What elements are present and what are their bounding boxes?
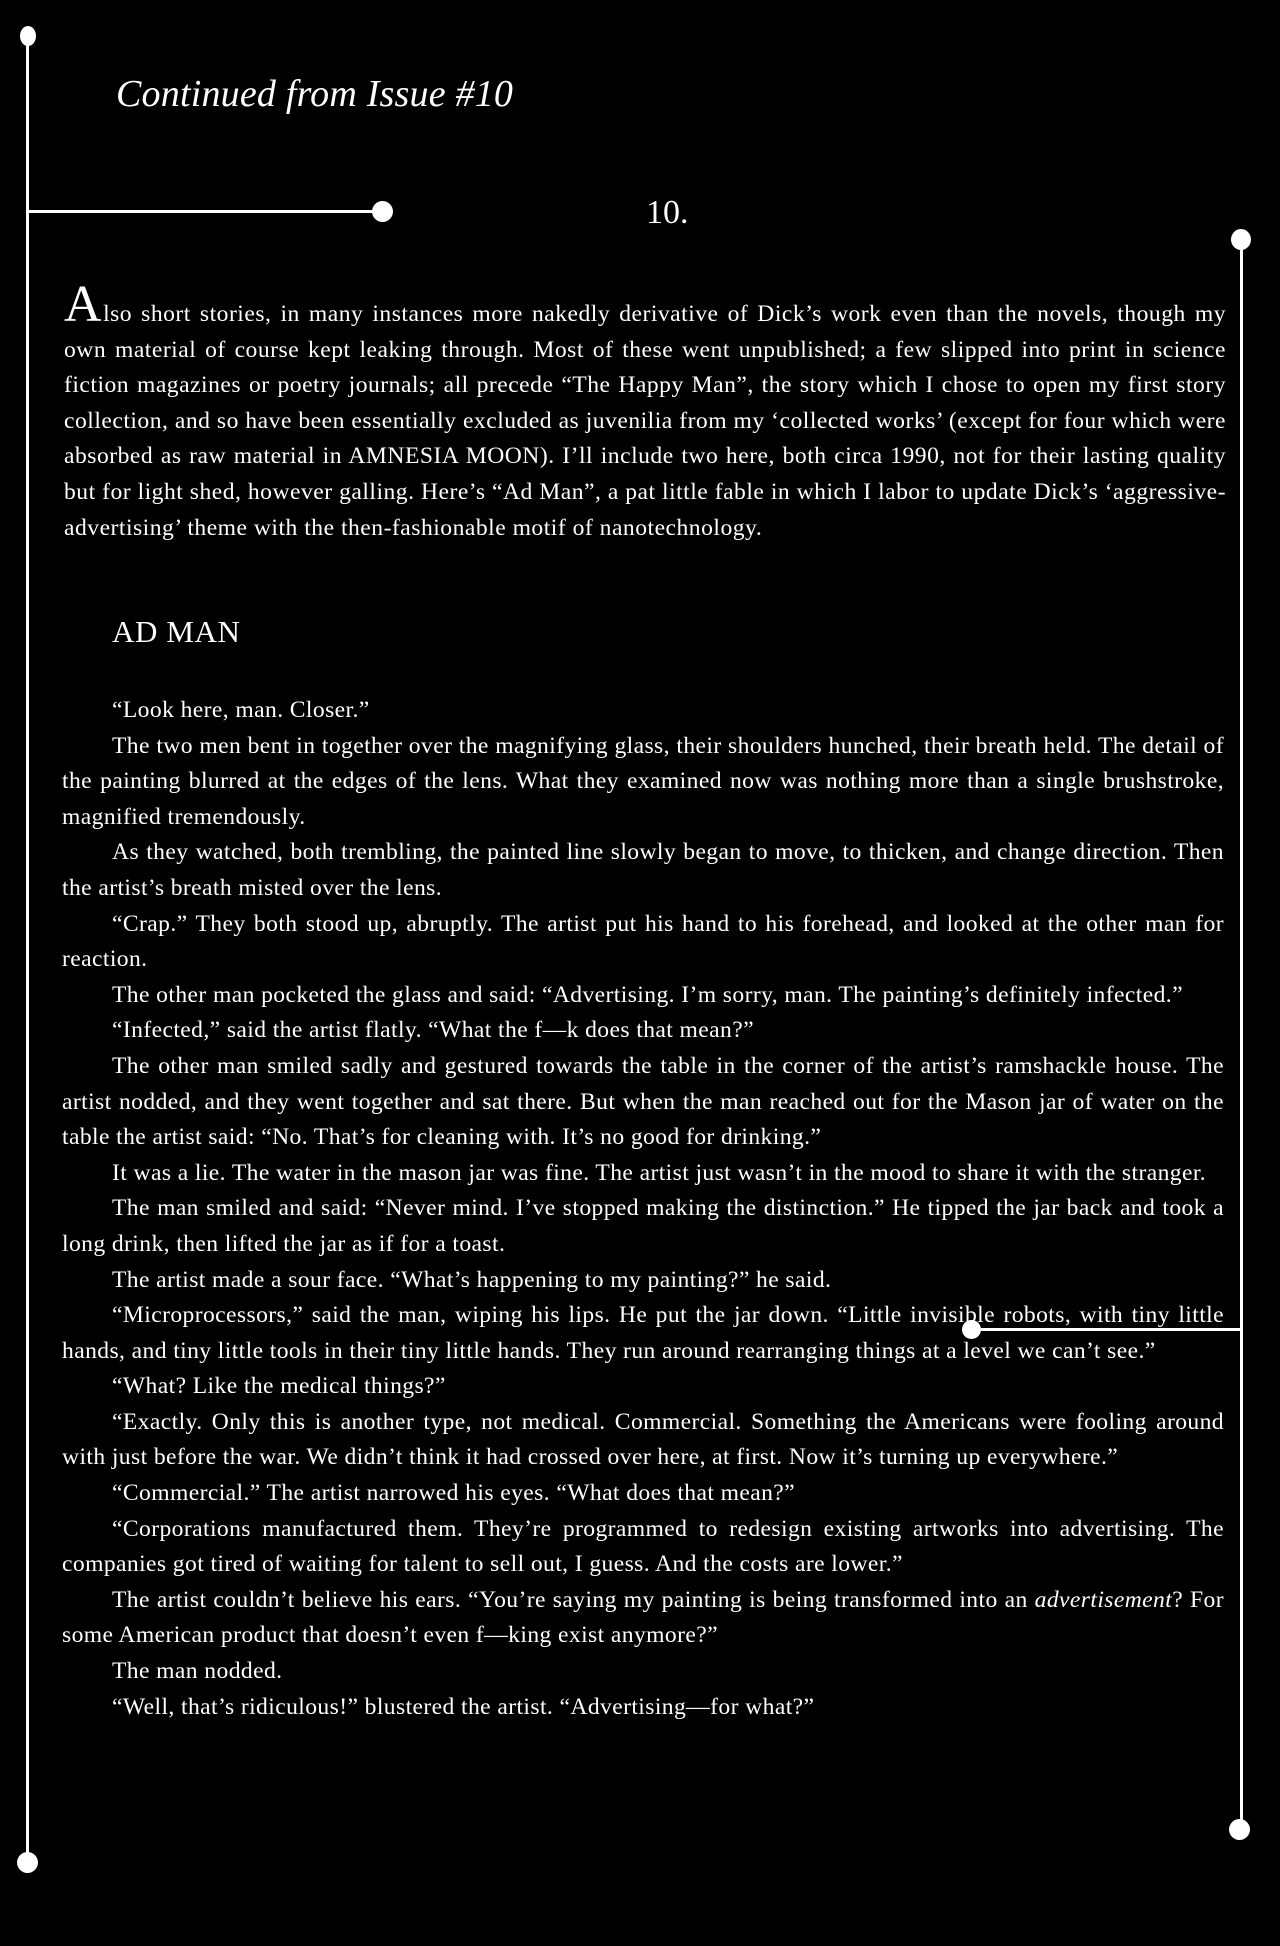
story-paragraph [62, 1583, 1224, 1654]
story-paragraph: “What? Like the medical things?” [112, 1373, 446, 1400]
story-title: AD MAN [112, 614, 241, 649]
story-paragraph: “Well, that’s ridiculous!” blustered the artist. “Advertising—for what?” [112, 1693, 815, 1720]
right-vertical-line [1240, 246, 1243, 1828]
story-paragraph: The other man smiled sadly and gestured towards the table in the corner of the artist’s ramshackle house. The artist nodded, and they went together and sat there. But when the man reached out for the Mason jar of water on the table the artist said: “No. That’s for cleaning with. It’s no good for drinking.” [62, 1052, 1224, 1151]
story-paragraph: The man smiled and said: “Never mind. I’ve stopped making the distinction.” He tipped the jar back and took a long drink, then lifted the jar as if for a toast. [62, 1195, 1224, 1257]
story-paragraph: The man nodded. [112, 1658, 283, 1685]
left-vertical-line [26, 42, 29, 1860]
intro-paragraph [64, 276, 1226, 546]
story-paragraph: The two men bent in together over the magnifying glass, their shoulders hunched, their breath held. The detail of the painting blurred at the edges of the lens. What they examined now was nothing more than a single brushstroke, magnified tremendously. [62, 732, 1224, 830]
story-paragraph: “Look here, man. Closer.” [112, 697, 370, 723]
story-paragraph: “Corporations manufactured them. They’re programmed to redesign existing artworks into advertising. The companies got tired of waiting for talent to sell out, I guess. And the costs are lower.” [62, 1515, 1224, 1578]
story-paragraph: The artist made a sour face. “What’s happening to my painting?” he said. [112, 1266, 832, 1293]
intro-text: lso short stories, in many instances more nakedly derivative of Dick’s work even than the novels, though my own material of course kept leaking through. Most of these went unpublished; a few slipped into print in science fiction magazines or poetry journals; all precede “The Happy Man”, the story which I chose to open my first story collection, and so have been essentially excluded as juvenilia from my ‘collected works’ (except for four which were absorbed as raw material in AMNESIA MOON). I’ll include two here, both circa 1990, not for their lasting quality but for light shed, however galling. Here’s “Ad Man”, a pat little fable in which I labor to update Dick’s ‘aggressive-advertising’ theme with the then-fashionable motif of nanotechnology. [64, 301, 1226, 541]
paragraph-text: ? For some American product that doesn’t even f—king exist anymore?” [62, 1586, 1224, 1649]
story-paragraph: The other man pocketed the glass and said: “Advertising. I’m sorry, man. The painting’s definitely infected.” [112, 981, 1183, 1008]
story-paragraph: “Exactly. Only this is another type, not medical. Commercial. Something the Americans were fooling around with just before the war. We didn’t think it had crossed over here, at first. Now it’s turning up everywhere.” [62, 1408, 1224, 1471]
story-paragraph: “Crap.” They both stood up, abruptly. The artist put his hand to his forehead, and looked at the other man for reaction. [62, 910, 1224, 973]
story-paragraph: As they watched, both trembling, the painted line slowly began to move, to thicken, and change direction. Then the artist’s breath misted over the lens. [62, 839, 1224, 901]
continued-from-label: Continued from Issue #10 [116, 73, 514, 115]
story-paragraph: It was a lie. The water in the mason jar was fine. The artist just wasn’t in the mood to share it with the stranger. [112, 1159, 1207, 1186]
paragraph-text: The artist couldn’t believe his ears. “You’re saying my painting is being transformed into an [112, 1586, 1035, 1613]
right-bottom-node [1229, 1819, 1250, 1840]
drop-cap: A [64, 276, 103, 333]
left-branch-node [372, 201, 393, 222]
left-bottom-node [17, 1852, 38, 1873]
story-paragraph: “Microprocessors,” said the man, wiping his lips. He put the jar down. “Little invisible robots, with tiny little hands, and tiny little tools in their tiny little hands. They run around rearranging things at a level we can’t see.” [62, 1302, 1224, 1364]
story-paragraph: “Commercial.” The artist narrowed his eyes. “What does that mean?” [112, 1480, 796, 1507]
chapter-number: 10. [646, 194, 689, 231]
emphasis-word: advertisement [1034, 1586, 1173, 1613]
left-branch-line [28, 210, 378, 213]
story-paragraph: “Infected,” said the artist flatly. “What the f—k does that mean?” [112, 1017, 754, 1044]
story-body [62, 693, 1224, 1725]
